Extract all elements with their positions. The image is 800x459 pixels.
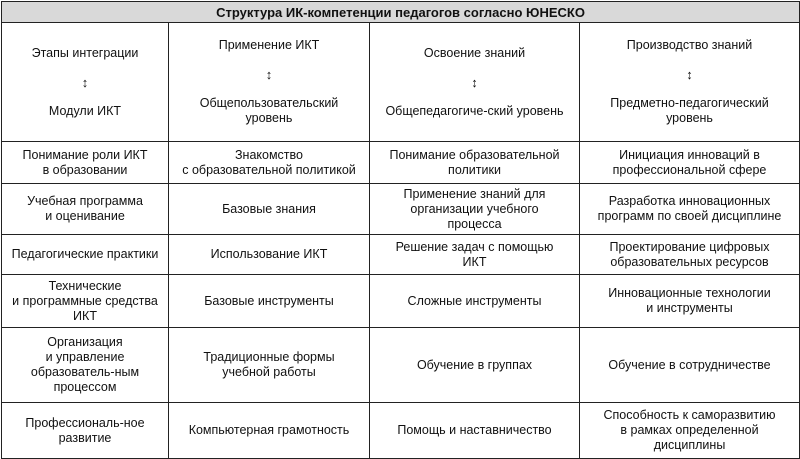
header-top-text: Этапы интеграции	[31, 45, 139, 60]
header-top-text: Производство знаний	[626, 38, 753, 52]
up-down-arrow-icon: ↕	[265, 67, 273, 82]
table-cell: Педагогические практики	[2, 235, 169, 275]
table-row	[2, 142, 800, 184]
header-cell-ict-application	[169, 23, 370, 142]
header-bottom-text: Модули ИКТ	[48, 103, 122, 118]
table-cell: Базовые знания	[169, 184, 370, 235]
table-cell: Учебная программа и оценивание	[2, 184, 169, 235]
header-cell-stages	[2, 23, 169, 142]
title-row	[2, 2, 800, 23]
table-cell: Инициация инноваций в профессиональной сфере	[580, 142, 800, 184]
table-cell: Помощь и наставничество	[370, 403, 580, 459]
header-bottom-text: Предметно-педагогический уровень	[610, 96, 769, 125]
table-cell: Знакомство с образовательной политикой	[169, 142, 370, 184]
table-cell: Применение знаний для организации учебного процесса	[370, 184, 580, 235]
table-cell: Технические и программные средства ИКТ	[2, 275, 169, 328]
table-row	[2, 328, 800, 403]
table-cell: Проектирование цифровых образовательных ресурсов	[580, 235, 800, 275]
unesco-competency-table	[1, 1, 800, 459]
table-row	[2, 184, 800, 235]
table-cell: Профессиональ-ное развитие	[2, 403, 169, 459]
header-top-text: Применение ИКТ	[218, 38, 320, 52]
header-bottom-text: Общепользовательский уровень	[199, 96, 339, 125]
header-cell-knowledge-creation	[580, 23, 800, 142]
table-cell: Инновационные технологии и инструменты	[580, 275, 800, 328]
table-row	[2, 403, 800, 459]
table-cell: Компьютерная грамотность	[169, 403, 370, 459]
table-cell: Традиционные формы учебной работы	[169, 328, 370, 403]
up-down-arrow-icon: ↕	[81, 74, 89, 90]
header-top-text: Освоение знаний	[423, 45, 526, 60]
header-cell-knowledge-acquisition	[370, 23, 580, 142]
table-title: Структура ИК-компетенции педагогов согласно ЮНЕСКО	[2, 2, 800, 23]
table-row	[2, 235, 800, 275]
table-cell: Понимание образовательной политики	[370, 142, 580, 184]
table-cell: Организация и управление образователь-ным процессом	[2, 328, 169, 403]
header-bottom-text: Общепедагогиче-ский уровень	[385, 103, 564, 118]
table-row	[2, 275, 800, 328]
table-cell: Обучение в сотрудничестве	[580, 328, 800, 403]
table-cell: Способность к саморазвитию в рамках определенной дисциплины	[580, 403, 800, 459]
header-row	[2, 23, 800, 142]
table-cell: Базовые инструменты	[169, 275, 370, 328]
table-cell: Понимание роли ИКТ в образовании	[2, 142, 169, 184]
table-cell: Использование ИКТ	[169, 235, 370, 275]
up-down-arrow-icon: ↕	[471, 74, 478, 90]
table-cell: Решение задач с помощью ИКТ	[370, 235, 580, 275]
up-down-arrow-icon: ↕	[686, 67, 693, 82]
table-cell: Обучение в группах	[370, 328, 580, 403]
table-cell: Разработка инновационных программ по своей дисциплине	[580, 184, 800, 235]
table-cell: Сложные инструменты	[370, 275, 580, 328]
